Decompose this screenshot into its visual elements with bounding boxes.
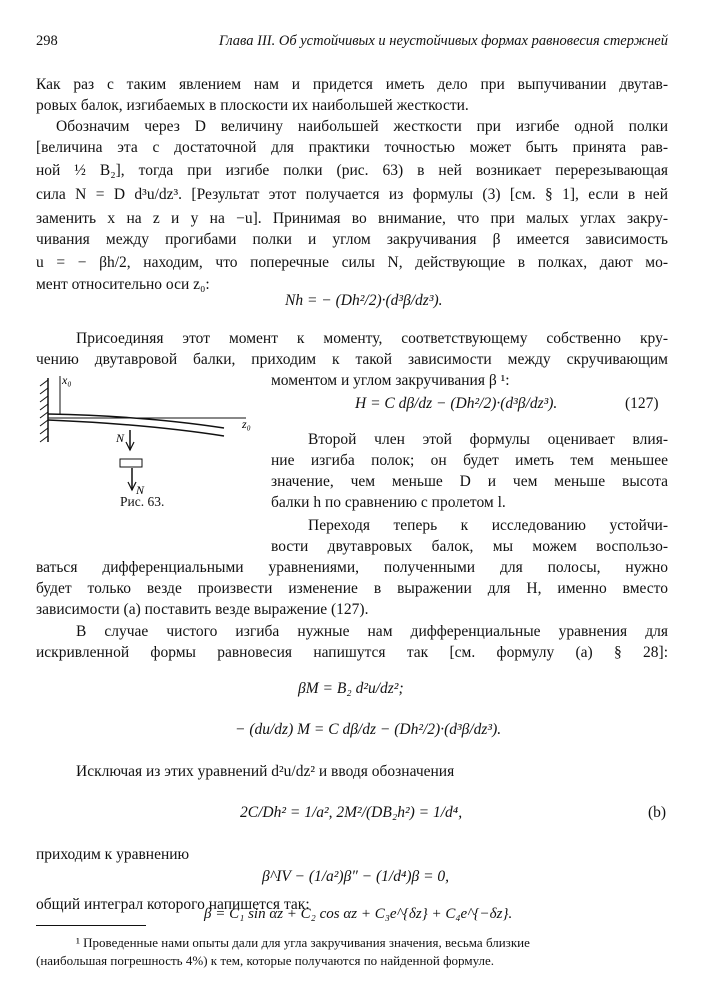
equation-a2: − (du/dz) M = C dβ/dz − (Dh²/2)·(d³β/dz³). xyxy=(235,721,502,738)
text-line: вости двутавровых балок, мы можем воспользо- xyxy=(271,538,668,555)
text-line: значение, чем меньше D и чем меньше высота xyxy=(271,473,668,490)
label-x0: x₀ xyxy=(62,373,72,387)
running-title: Глава III. Об устойчивых и неустойчивых формах равновесия стержней xyxy=(218,33,668,49)
flange-section xyxy=(120,459,142,467)
equation-nh: Nh = − (Dh²/2)·(d³β/dz³). xyxy=(285,292,443,309)
text-line: мент относительно оси z₀: xyxy=(36,276,210,293)
text-line: ной ½ B₂], тогда при изгибе полки (рис. 63) в ней возникает перерезывающая xyxy=(36,162,668,179)
text-line: чивания между прогибами полки и углом закручивания β имеется зависимость xyxy=(36,231,668,248)
wall-hatching xyxy=(40,380,48,442)
text-line: ваться дифференциальными уравнениями, полученными для полосы, нужно xyxy=(36,559,668,576)
text-line: Исключая из этих уравнений d²u/dz² и вводя обозначения xyxy=(76,763,455,780)
text-line: сила N = D d³u/dz³. [Результат этот получается из формулы (3) [см. § 1], если в ней xyxy=(36,186,668,203)
text-line: зависимости (а) поставить везде выражение (127). xyxy=(36,601,369,618)
text-line: Переходя теперь к исследованию устойчи- xyxy=(308,517,668,534)
text-line: Присоединяя этот момент к моменту, соответствующему собственно кру- xyxy=(76,330,668,347)
equation-number-127: (127) xyxy=(625,395,659,412)
label-n-bottom: N xyxy=(136,483,145,497)
label-n-top: N xyxy=(116,431,125,445)
footnote-line: ¹ Проведенные нами опыты дали для угла закручивания значения, весьма близкие xyxy=(76,935,530,950)
text-line: заменить x на z и y на −u]. Принимая во внимание, что при малых углах закру- xyxy=(36,210,668,227)
text-line: чению двутавровой балки, приходим к такой зависимости между скручивающим xyxy=(36,351,668,368)
figure-caption: Рис. 63. xyxy=(120,494,165,509)
text-line: приходим к уравнению xyxy=(36,846,190,863)
page-number: 298 xyxy=(36,33,58,49)
equation-127: H = C dβ/dz − (Dh²/2)·(d³β/dz³). xyxy=(355,395,558,412)
page-header xyxy=(36,33,668,55)
text-line: ние изгиба полок; он будет иметь тем меньшее xyxy=(271,452,668,469)
equation-iv: β^IV − (1/a²)β″ − (1/d⁴)β = 0, xyxy=(262,868,450,885)
equation-number-b: (b) xyxy=(648,804,667,821)
text-line: В случае чистого изгиба нужные нам дифференциальные уравнения для xyxy=(76,623,668,640)
text-line: будет только везде произвести изменение в выражении для H, именно вместо xyxy=(36,580,668,597)
text-line: моментом и углом закручивания β ¹: xyxy=(271,372,510,389)
text-line: [величина эта с достаточной для практики точностью может быть принята рав- xyxy=(36,139,668,156)
text-line: искривленной формы равновесия напишутся так [см. формулу (а) § 28]: xyxy=(36,644,668,661)
equation-general-integral: β = C₁ sin αz + C₂ cos αz + C₃e^{δz} + C₄e^{−δz}. xyxy=(204,906,513,922)
deflected-flange-bottom xyxy=(48,420,224,436)
figure-63-diagram xyxy=(36,370,266,510)
text-line: балки h по сравнению с пролетом l. xyxy=(271,494,506,511)
text-line: Второй член этой формулы оценивает влия- xyxy=(308,431,668,448)
footnote-separator xyxy=(36,925,146,926)
text-line: Как раз с таким явлением нам и придется иметь дело при выпучивании двутав- xyxy=(36,76,668,93)
label-z0: z₀ xyxy=(242,417,251,431)
equation-b: 2C/Dh² = 1/a², 2M²/(DB₂h²) = 1/d⁴, xyxy=(240,804,463,821)
text-line: общий интеграл которого напишется так: xyxy=(36,896,310,913)
text-line: u = − βh/2, находим, что поперечные силы N, действующие в полках, дают мо- xyxy=(36,254,668,271)
equation-a1: βM = B₂ d²u/dz²; xyxy=(298,680,404,697)
text-line: ровых балок, изгибаемых в плоскости их наибольшей жесткости. xyxy=(36,97,469,114)
footnote-line: (наибольшая погрешность 4%) к тем, которые получаются по найденной формуле. xyxy=(36,953,495,968)
text-line: Обозначим через D величину наибольшей жесткости при изгибе одной полки xyxy=(56,118,668,135)
